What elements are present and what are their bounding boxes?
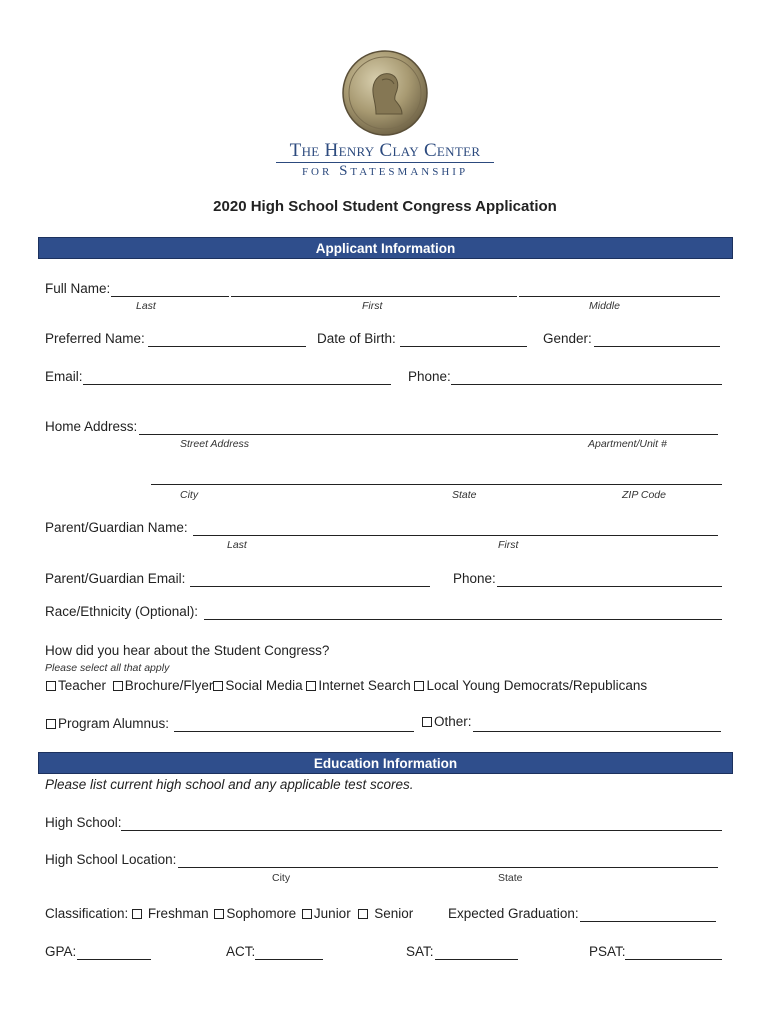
- checkbox-icon[interactable]: [358, 909, 368, 919]
- guardian-name-field[interactable]: [193, 535, 718, 536]
- gpa-field[interactable]: [77, 959, 151, 960]
- preferred-name-field[interactable]: [148, 346, 306, 347]
- act-field[interactable]: [255, 959, 323, 960]
- full-name-first-caption: First: [362, 300, 383, 312]
- gender-label: Gender:: [543, 331, 592, 346]
- race-label: Race/Ethnicity (Optional):: [45, 604, 199, 619]
- class-senior[interactable]: Senior: [358, 906, 413, 921]
- checkbox-icon[interactable]: [302, 909, 312, 919]
- full-name-first-field[interactable]: [231, 296, 517, 297]
- act-label: ACT:: [226, 944, 256, 959]
- alumnus-field[interactable]: [174, 731, 414, 732]
- class-freshman[interactable]: Freshman: [132, 906, 209, 921]
- email-label: Email:: [45, 369, 83, 384]
- city-caption: City: [180, 489, 199, 501]
- brand-name-line2: for Statesmanship: [301, 163, 469, 179]
- checkbox-icon[interactable]: [113, 681, 123, 691]
- hear-option-brochure[interactable]: Brochure/Flyer: [113, 678, 214, 693]
- education-section-header: Education Information: [38, 752, 733, 774]
- dob-label: Date of Birth:: [317, 331, 396, 346]
- henry-clay-seal-logo: [342, 50, 428, 136]
- checkbox-icon[interactable]: [46, 681, 56, 691]
- guardian-email-field[interactable]: [190, 586, 430, 587]
- hear-note: Please select all that apply: [45, 662, 170, 674]
- other-field[interactable]: [473, 731, 721, 732]
- apartment-caption: Apartment/Unit #: [588, 438, 667, 450]
- hear-option-teacher[interactable]: Teacher: [46, 678, 106, 693]
- other-row[interactable]: Other:: [422, 714, 472, 730]
- full-name-middle-field[interactable]: [519, 296, 720, 297]
- hear-option-internet-search[interactable]: Internet Search: [306, 678, 410, 693]
- race-field[interactable]: [204, 619, 722, 620]
- gpa-label: GPA:: [45, 944, 77, 959]
- location-state-caption: State: [498, 872, 523, 884]
- applicant-section-header: Applicant Information: [38, 237, 733, 259]
- zip-caption: ZIP Code: [622, 489, 666, 501]
- hear-options-row: [46, 678, 647, 694]
- checkbox-icon[interactable]: [422, 717, 432, 727]
- email-field[interactable]: [83, 384, 391, 385]
- class-sophomore[interactable]: Sophomore: [214, 906, 296, 921]
- psat-field[interactable]: [625, 959, 722, 960]
- guardian-phone-field[interactable]: [497, 586, 722, 587]
- checkbox-icon[interactable]: [213, 681, 223, 691]
- phone-field[interactable]: [451, 384, 722, 385]
- home-address-label: Home Address:: [45, 419, 138, 434]
- education-note: Please list current high school and any applicable test scores.: [45, 777, 414, 792]
- full-name-label: Full Name:: [45, 281, 111, 296]
- phone-label: Phone:: [408, 369, 451, 384]
- brand-name-line1: The Henry Clay Center: [289, 140, 481, 161]
- guardian-last-caption: Last: [227, 539, 247, 551]
- dob-field[interactable]: [400, 346, 527, 347]
- street-address-field[interactable]: [139, 434, 718, 435]
- guardian-name-label: Parent/Guardian Name:: [45, 520, 188, 535]
- expected-graduation-label: Expected Graduation:: [448, 906, 579, 921]
- checkbox-icon[interactable]: [46, 719, 56, 729]
- full-name-last-field[interactable]: [111, 296, 229, 297]
- full-name-middle-caption: Middle: [589, 300, 620, 312]
- sat-label: SAT:: [406, 944, 434, 959]
- checkbox-icon[interactable]: [306, 681, 316, 691]
- hear-option-social-media[interactable]: Social Media: [213, 678, 302, 693]
- location-city-caption: City: [272, 872, 291, 884]
- guardian-first-caption: First: [498, 539, 519, 551]
- full-name-last-caption: Last: [136, 300, 156, 312]
- guardian-phone-label: Phone:: [453, 571, 496, 586]
- high-school-location-field[interactable]: [178, 867, 718, 868]
- checkbox-icon[interactable]: [214, 909, 224, 919]
- hear-option-local-young[interactable]: Local Young Democrats/Republicans: [414, 678, 647, 693]
- high-school-location-label: High School Location:: [45, 852, 177, 867]
- gender-field[interactable]: [594, 346, 720, 347]
- hear-question: How did you hear about the Student Congress?: [45, 643, 330, 658]
- expected-graduation-field[interactable]: [580, 921, 716, 922]
- alumnus-row[interactable]: Program Alumnus:: [46, 716, 169, 732]
- city-state-zip-field[interactable]: [151, 484, 722, 485]
- preferred-name-label: Preferred Name:: [45, 331, 145, 346]
- guardian-email-label: Parent/Guardian Email:: [45, 571, 186, 586]
- psat-label: PSAT:: [589, 944, 626, 959]
- checkbox-icon[interactable]: [132, 909, 142, 919]
- street-address-caption: Street Address: [180, 438, 250, 450]
- class-junior[interactable]: Junior: [302, 906, 351, 921]
- state-caption: State: [452, 489, 477, 501]
- classification-row: Classification: Freshman Sophomore Junior Senior: [45, 906, 414, 921]
- form-title: 2020 High School Student Congress Application: [213, 198, 557, 215]
- high-school-label: High School:: [45, 815, 122, 830]
- sat-field[interactable]: [435, 959, 518, 960]
- checkbox-icon[interactable]: [414, 681, 424, 691]
- high-school-field[interactable]: [121, 830, 722, 831]
